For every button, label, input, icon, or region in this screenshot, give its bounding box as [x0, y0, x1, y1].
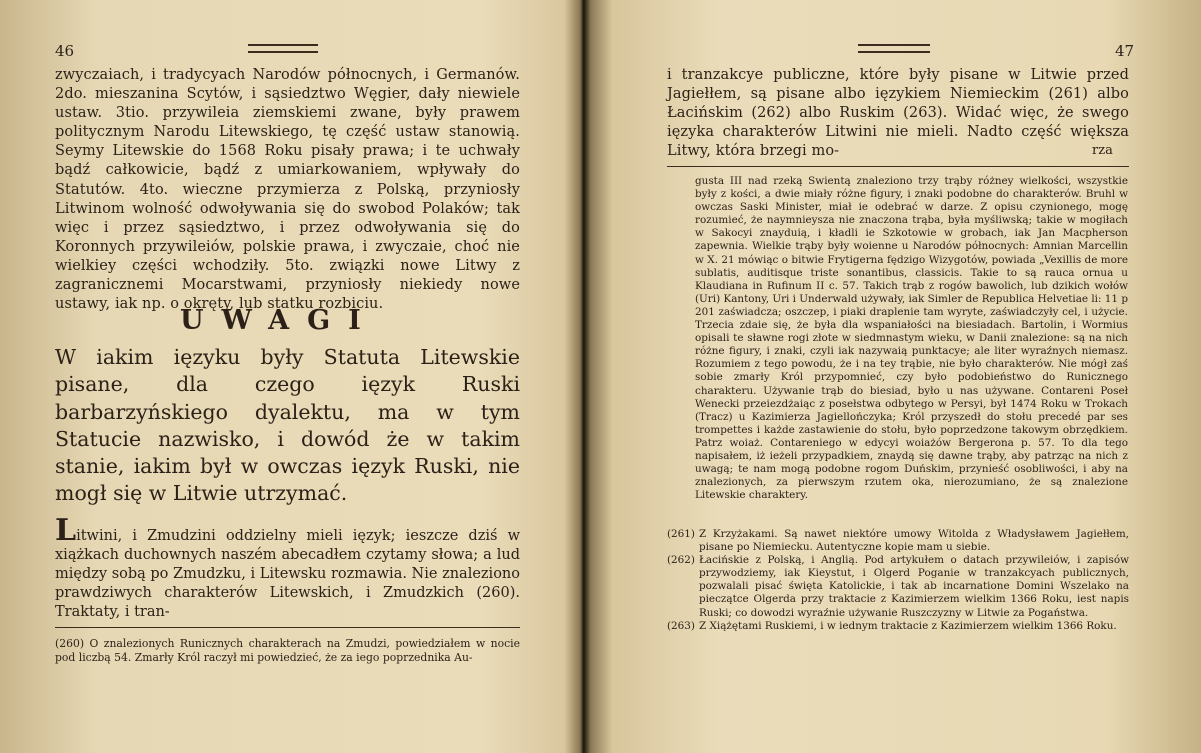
- footnote-number: (261): [667, 528, 695, 540]
- footnote-rule: [55, 627, 520, 628]
- footnote-number: (263): [667, 619, 695, 632]
- drop-cap: L: [55, 513, 77, 548]
- catchword: rza: [1092, 143, 1113, 158]
- section-heading: UWAGI: [180, 305, 379, 336]
- note-continuation: gusta III nad rzeką Swientą znaleziono trzy trąby różney wielkości, wszystkie były z kości, a dwie miały różne figury, i znaki podobne do charakterów. Bruhl w owczas Saski Minister, miał ie odebrać w darze. Z opisu czynionego, mogę rozumieć, że naymnieysza nie znaczona trąba, była myśliwską; takie w mogiłach w Sakocyi znayduią, i kładli ie Szkotowie w grobach, iak Jan Macpherson zapewnia. Wielkie trąby były woienne u Narodów północnych: Amnian Marcellin w X. 21 mówiąc o bitwie Frytigerna fędzigo Wizygotów, powiada „Vexillis de more sublatis, auditisque triste sonantibus, classicis. Takie to są rauca ornua u Klaudiana in Rufinum II c. 57. Takich trąb z rogów bawolich, lub dzikich wołów (Uri) Kantony, Uri i Underwald używały, iak Simler de Republica Helvetiae li: 11 p 201 zaświadcza; oszczep, i piaki draplenie tam wyryte, zaświadczyły cel, i użycie. Trzecia zdaie się, że była dla wspaniałości na biesiadach. Bartolin, i Wormius opisali te sławne rogi złote w siedmnastym wieku, w Danii znalezione: są na nich różne figury, i znaki, czyli iak nazywaią punktacye; ale liter wyraźnych niemasz. Rozumiem z tego powodu, że i na tey trąbie, nie było charakterów. Nie mógł zaś sobie zmarły Król przypomnieć, czy było podobieństwo do Runicznego charakteru. Używanie trąb do biesiad, było u nas używane. Contareni Poseł Wenecki przeiezdżaiąc z posełstwa odbytego w Persyi, był 1474 Roku w Trokach (Tracz) u Kazimierza Jagiellończyka; Król przyszedł do stołu precedé par ses trompettes i każde zastawienie do stołu, było poprzedzone takowym obrzędkiem. Patrz woiaż. Contareniego w edycyi woiażów Bergerona p. 57. To dla tego napisałem, iż ieżeli przypadkiem, znaydą się dawne trąby, aby patrząc na nich z uwagą; te nam mogą podobne rogom Duńskim, przynieść osobliwości, i aby na znalezionych, za pierwszym rzutem oka, nierozumiano, że są znalezione Litewskie charaktery.: [695, 175, 1128, 502]
- footnote-item: [667, 620, 1129, 633]
- footnote: (260) O znalezionych Runicznych charakterach na Zmudzi, powiedziałem w nocie pod liczbą 54. Zmarły Król raczył mi powiedzieć, że za iego poprzednika Au-: [55, 637, 520, 665]
- footnote-rule: [667, 166, 1129, 167]
- footnote-text: Z Krzyżakami. Są nawet niektóre umowy Witolda z Władysławem Jagiełłem, pisane po Niemiecku. Autentyczne kopie mam u siebie.: [698, 528, 1129, 554]
- left-page: [0, 0, 580, 753]
- body-paragraph: i tranzakcye publiczne, które były pisane w Litwie przed Jagiełłem, są pisane albo ięzykiem Niemieckim (261) albo Łacińskim (262) albo Ruskim (263). Widać więc, że swego ięzyka charakterów Litwini nie mieli. Nadto część większa Litwy, która brzegi mo-: [667, 67, 1129, 160]
- footnote-item: [667, 528, 1129, 554]
- right-page: [595, 0, 1201, 753]
- footnotes-list: [667, 528, 1129, 633]
- footnote-text: Łacińskie z Polską, i Anglią. Pod artykułem o datach przywileiów, i zapisów przywodziemy, iak Kieystut, i Olgerd Poganie w tranzakcyach publicznych, pozwalali pisać święta Katolickie, i tak ab incarnatione Domini Wszelako na pieczątce Olgerda przy traktacie z Kazimierzem wielkim 1366 Roku, iest napis Ruski; co dowodzi wyraźnie używanie Ruszczyzny w Litwie za Pogaństwa.: [698, 554, 1129, 619]
- page-number: 47: [1115, 42, 1135, 60]
- question-paragraph: W iakim ięzyku były Statuta Litewskie pisane, dla czego ięzyk Ruski barbarzyńskiego dyalektu, ma w tym Statucie nazwisko, i dowód że w takim stanie, iakim był w owczas ięzyk Ruski, nie mogł się w Litwie utrzymać.: [55, 345, 520, 506]
- footnote-text: Z Xiążętami Ruskiemi, i w iednym traktacie z Kazimierzem wielkim 1366 Roku.: [698, 619, 1117, 632]
- page-number: 46: [55, 42, 75, 60]
- header-ornament-rule: [248, 44, 318, 53]
- footnote-number: (262): [667, 554, 695, 567]
- body-paragraph-two: Litwini, i Zmudzini oddzielny mieli ięzyk; ieszcze dziś w xiążkach duchownych naszém abecadłem czytamy słowa; a lud między sobą po Zmudzku, i Litewsku rozmawia. Nie znaleziono prawdziwych charakterów Litewskich, i Zmudzkich (260). Traktaty, i tran-: [55, 513, 520, 621]
- body-paragraph: zwyczaiach, i tradycyach Narodów północnych, i Germanów. 2do. mieszanina Scytów, i sąsiedztwo Węgier, dały niewiele ustaw. 3tio. przywileia ziemskiemi zwane, były prawem politycznym Narodu Litewskiego, tę część ustaw stanowią. Seymy Litewskie do 1568 Roku pisały prawa; i te uchwały bądź całkowicie, bądź z umiarkowaniem, wpływały do Statutów. 4to. wieczne przymierza z Polską, przyniosły Litwinom wolność odwoływania się do swobod Polaków; tak więc i przez sąsiedztwo, i przez odwoływania się do Koronnych przywileiów, polskie prawa, i zwyczaie, choć nie wielkiey części wchodziły. 5to. związki nowe Litwy z zagranicznemi Mocarstwami, przyniosły niekiedy nowe ustawy, iak np. o okręty, lub statku rozbiciu.: [55, 67, 520, 313]
- header-ornament-rule: [858, 44, 930, 53]
- footnote-item: [667, 554, 1129, 619]
